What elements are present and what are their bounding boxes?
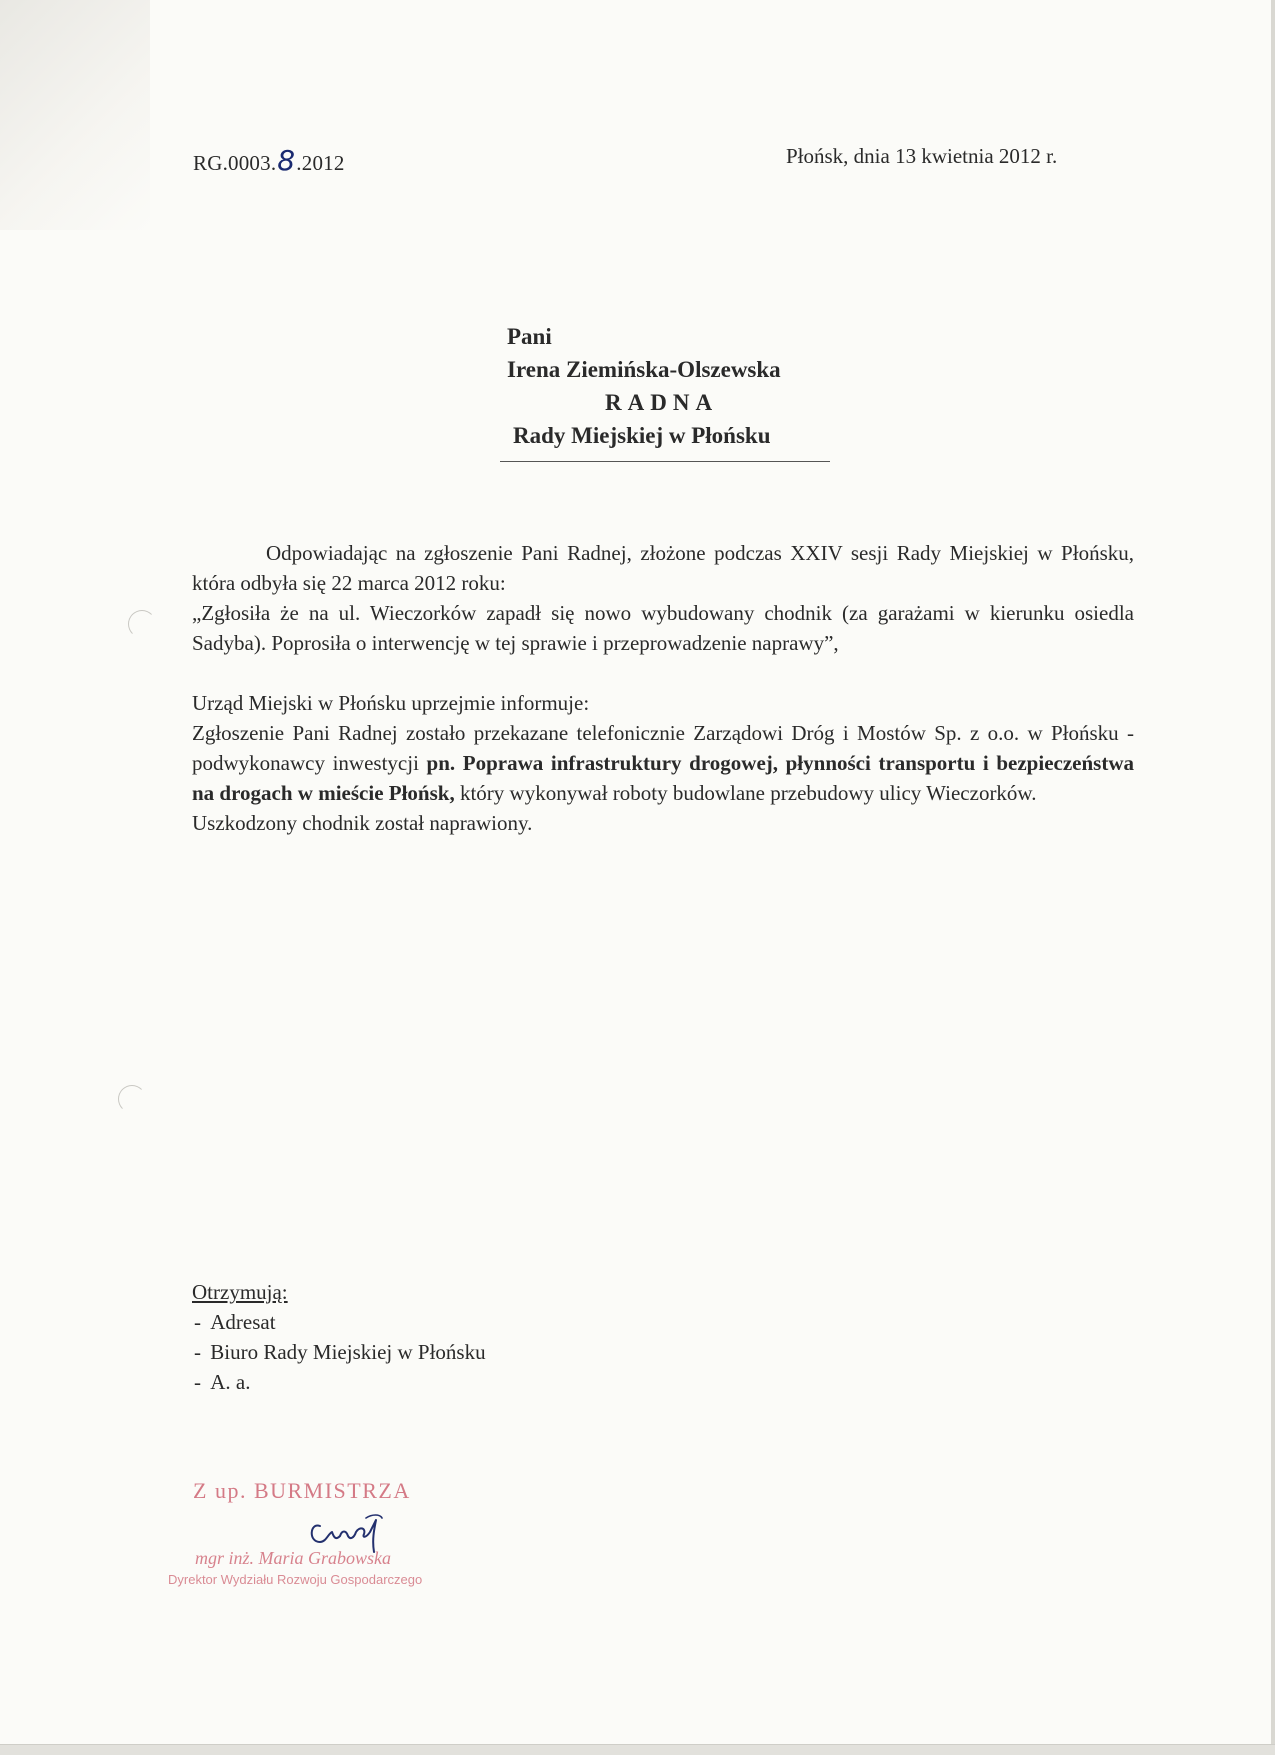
recipient-item: - Adresat: [192, 1307, 486, 1337]
details-project-name: pn. Poprawa infrastruktury drogowej, płynności transportu i bezpieczeństwa na drogach w mieście Płońsk,: [192, 751, 1134, 805]
reference-number: [193, 144, 345, 177]
addressee-block: [480, 320, 860, 452]
ref-suffix: .2012: [296, 151, 345, 175]
details-text-start: Zgłoszenie Pani Radnej zostało przekazane telefonicznie Zarządowi Dróg i Mostów Sp. z o.o. w Płońsku - podwykonawcy inwestycji: [192, 721, 1134, 775]
details-text-end: który wykonywał roboty budowlane przebudowy ulicy Wieczorków.: [454, 781, 1037, 805]
page-corner-shadow: [0, 0, 150, 230]
body-paragraph-intro: Odpowiadając na zgłoszenie Pani Radnej, złożone podczas XXIV sesji Rady Miejskiej w Płońsku, która odbyła się 22 marca 2012 roku:: [192, 541, 1134, 595]
body-paragraph-conclusion: Uszkodzony chodnik został naprawiony.: [192, 811, 533, 835]
addressee-institution: Rady Miejskiej w Płońsku: [513, 423, 771, 448]
body-paragraph-quote: „Zgłosiła że na ul. Wieczorków zapadł się nowo wybudowany chodnik (za garażami w kierunku osiedla Sadyba). Poprosiła o interwencję w tej sprawie i przeprowadzenie naprawy”,: [192, 601, 1134, 655]
addressee-role: RADNA: [605, 390, 719, 415]
recipient-item: - Biuro Rady Miejskiej w Płońsku: [192, 1337, 486, 1367]
recipients-heading: Otrzymują:: [192, 1280, 288, 1304]
recipient-item: - A. a.: [192, 1367, 486, 1397]
letter-body: [192, 538, 1134, 838]
punch-hole-bottom: [118, 1085, 146, 1113]
place-and-date: Płońsk, dnia 13 kwietnia 2012 r.: [786, 144, 1058, 168]
addressee-salutation: Pani: [507, 324, 552, 349]
recipients-block: [192, 1277, 486, 1397]
addressee-underline: [500, 461, 830, 462]
stamp-signatory: mgr inż. Maria Grabowska: [195, 1548, 392, 1568]
stamp-position: Dyrektor Wydziału Rozwoju Gospodarczego: [168, 1572, 423, 1587]
recipients-list: [192, 1307, 486, 1397]
handwritten-ref-number: 8: [277, 144, 296, 177]
ref-prefix: RG.0003.: [193, 151, 277, 175]
body-paragraph-info: Urząd Miejski w Płońsku uprzejmie informuje:: [192, 691, 590, 715]
page-bottom-edge: [0, 1744, 1275, 1755]
addressee-name: Irena Ziemińska-Olszewska: [507, 357, 781, 382]
body-paragraph-details: [192, 718, 1134, 808]
punch-hole-top: [128, 610, 156, 638]
stamp-authority: Z up. BURMISTRZA: [193, 1478, 411, 1503]
page-right-edge: [1271, 0, 1275, 1755]
